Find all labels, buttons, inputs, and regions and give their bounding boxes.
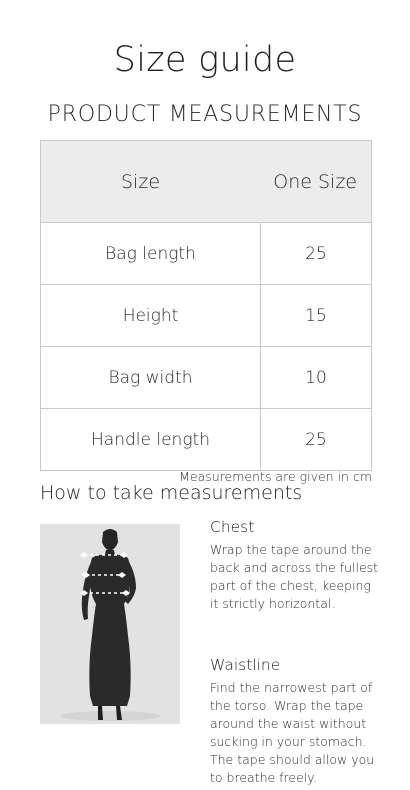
row-value: 15 <box>261 285 372 347</box>
mannequin-figure-icon <box>40 524 180 724</box>
measurement-text: Find the narrowest part of the torso. Wrap the tape around the waist without sucking in your stomach. The tape should allow you to breathe freely. <box>210 680 375 785</box>
table-header-row <box>41 141 372 223</box>
table-row <box>41 223 372 285</box>
units-note: Measurements are given in cm <box>179 469 372 484</box>
table-row <box>41 347 372 409</box>
header-one-size-label: One Size <box>273 171 357 193</box>
row-value: 10 <box>261 347 372 409</box>
measurement-title: Chest <box>210 518 255 536</box>
row-label: Bag length <box>41 223 261 285</box>
how-to-measure-title: How to take measurements <box>40 482 303 504</box>
row-label: Height <box>41 285 261 347</box>
measurement-title: Waistline <box>210 656 281 674</box>
table-row <box>41 409 372 471</box>
header-size-label: Size <box>121 171 161 193</box>
row-value: 25 <box>261 409 372 471</box>
table-row <box>41 285 372 347</box>
size-table <box>40 140 372 471</box>
row-label: Handle length <box>41 409 261 471</box>
page-title: Size guide <box>113 40 297 80</box>
row-value: 25 <box>261 223 372 285</box>
row-label: Bag width <box>41 347 261 409</box>
measurement-text: Wrap the tape around the back and across the fullest part of the chest, keeping it strictly horizontal. <box>210 542 379 611</box>
section-title-product-measurements: PRODUCT MEASUREMENTS <box>47 102 363 127</box>
measurement-chest <box>210 518 380 613</box>
measurement-waistline <box>210 656 380 787</box>
table-header-cell <box>41 141 372 223</box>
